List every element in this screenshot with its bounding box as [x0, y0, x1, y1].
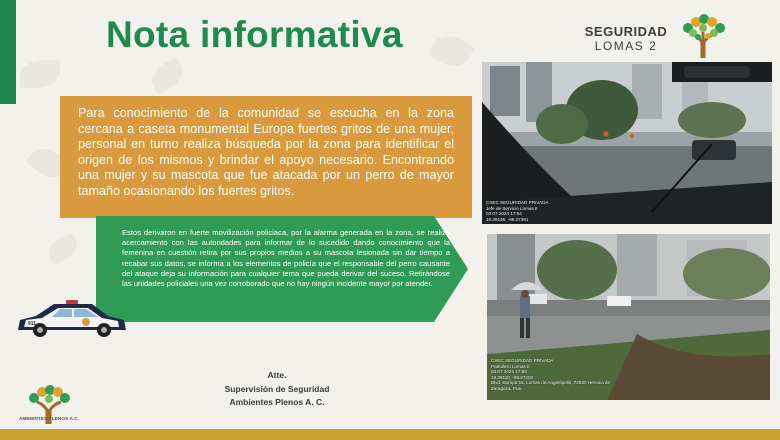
- incident-photo-1: [482, 62, 772, 224]
- page-title: Nota informativa: [106, 14, 403, 55]
- signature-org: Ambientes Plenos A. C.: [229, 397, 325, 407]
- footer-logo-label: AMBIENTES PLENOS A.C.: [18, 417, 80, 422]
- details-box: [96, 216, 468, 322]
- details-text: Estos derivaron en fuerte movilización policiaca, por la alarma generada en la zona, se realiza acercamiento con las autoridades para informar de lo sucedido dando conocimiento que la femenina en cuestión retira por sus propios medios a su mascota lesionada sin dar tiempo a recabar sus datos, se informa a los elementos de policía que el responsable del perro causante del ataque deja su información para cualquier tema que pueda derivar del suceso. Retirándose las unidades policiales una vez corroborado que no hay ningún incidente mayor por atender.: [122, 228, 450, 289]
- stamp-line: Patrullero Lomas II: [491, 363, 530, 369]
- signature-block: [170, 369, 384, 410]
- police-car-illustration: [14, 296, 130, 338]
- brand-line-2: LOMAS 2: [594, 39, 658, 53]
- stamp-line: 19.39110, -99.27403: [491, 374, 534, 380]
- brand-line-1: SEGURIDAD: [584, 24, 668, 39]
- brand-logo: [578, 14, 768, 64]
- stamp-line: CSEC SEGURIDAD PRIVADA: [491, 358, 554, 363]
- stamp-line: 19.39135, -99.27391: [486, 216, 529, 222]
- photo-1-stamp: [486, 200, 548, 222]
- stamp-line: CSEC SEGURIDAD PRIVADA: [486, 200, 549, 205]
- tree-icon: [678, 14, 730, 60]
- stamp-line: 03.07.2024 17:56: [491, 369, 527, 375]
- stamp-line: Blvd. Europa 15, Lomas de Angelópolis, 72830 Heroica de: [491, 380, 611, 386]
- background-leaf: [146, 57, 187, 95]
- stamp-line: Jefe de Servicio Lomas II: [486, 205, 538, 211]
- accent-bar-left: [0, 0, 16, 104]
- stamp-line: 03.07.2024 17:54: [486, 211, 522, 217]
- photo-2-stamp: [491, 358, 610, 392]
- background-leaf: [427, 29, 475, 74]
- notice-box: [60, 96, 472, 218]
- signature-greeting: Atte.: [267, 370, 287, 380]
- background-leaf: [45, 234, 81, 265]
- signature-role: Supervisión de Seguridad: [224, 383, 330, 394]
- incident-photo-2: [487, 234, 770, 400]
- brand-wordmark: [578, 24, 674, 53]
- stamp-line: Zaragoza, Pue.: [491, 385, 523, 391]
- accent-bar-bottom: [0, 429, 780, 440]
- notice-text: Para conocimiento de la comunidad se escucha en la zona cercana a caseta monumental Europa fuertes gritos de una mujer, personal en turno realiza búsqueda por la zona para identificar el origen de los mismos y brindar el apoyo necesario. Encontrando una mujer y su mascota que fue atacada por un perro de mayor tamaño ocasionando los fuertes gritos.: [78, 106, 454, 198]
- background-leaf: [20, 60, 60, 88]
- car-number: 911: [28, 321, 37, 327]
